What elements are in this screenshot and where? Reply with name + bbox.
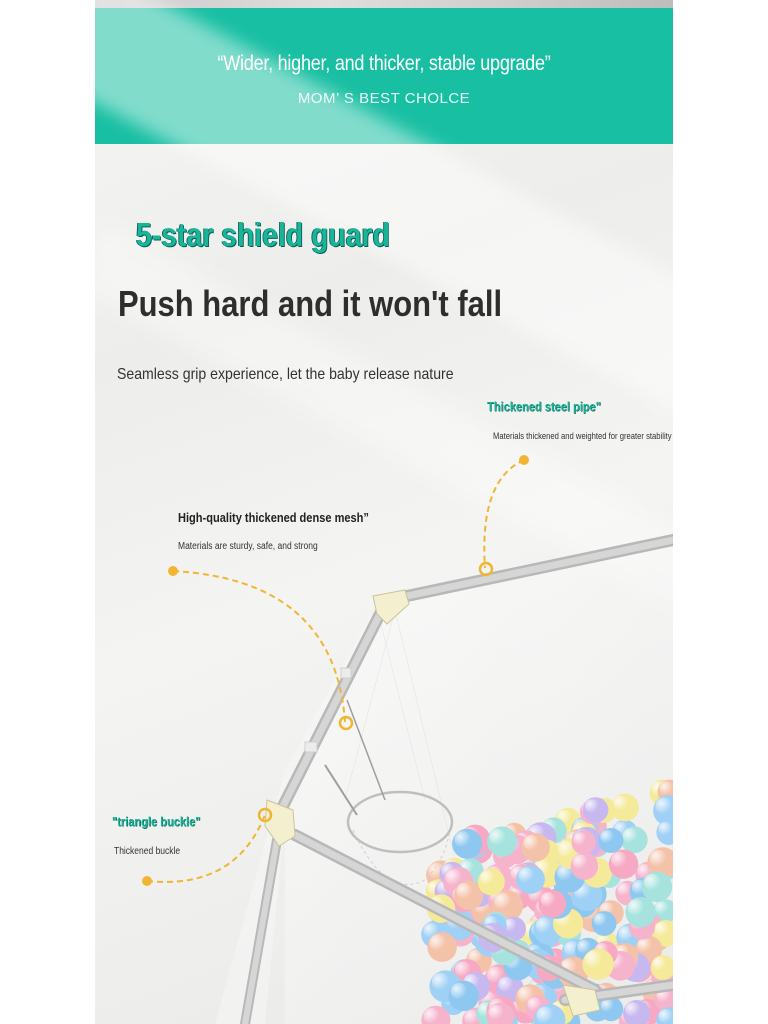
ball-highlight (594, 913, 608, 927)
ball-highlight (653, 957, 667, 971)
ball-highlight (617, 883, 631, 897)
ball-highlight (644, 874, 661, 891)
ball-highlight (650, 850, 667, 867)
main-heading: Push hard and it won't fall (118, 283, 503, 324)
banner-subtitle: MOM’ S BEST CHOLCE (297, 90, 471, 107)
ball-highlight (658, 1009, 672, 1023)
tagline: Seamless grip experience, let the baby release nature (117, 366, 454, 383)
steel-pipe-title: Thickened steel pipe" (487, 399, 601, 414)
ball-highlight (536, 917, 552, 933)
ball-highlight (625, 1002, 640, 1017)
ball-highlight (655, 798, 672, 815)
ball-highlight (600, 830, 614, 844)
ball-highlight (658, 822, 672, 836)
ball-highlight (659, 781, 673, 795)
ball-highlight (536, 1007, 553, 1024)
ball-highlight (585, 799, 599, 813)
mesh-title: High-quality thickened dense mesh” (178, 510, 369, 525)
ball-highlight (489, 1005, 504, 1020)
ball-highlight (498, 977, 513, 992)
ball-highlight (573, 832, 586, 845)
ball-highlight (623, 828, 638, 843)
buckle-desc: Thickened buckle (114, 846, 181, 857)
ball-highlight (573, 854, 588, 869)
ball-highlight (480, 870, 495, 885)
ball-highlight (429, 935, 445, 951)
ball-highlight (613, 796, 628, 811)
product-page (95, 0, 673, 1024)
ball-highlight (541, 892, 556, 907)
ball-highlight (585, 951, 602, 968)
ball-highlight (432, 973, 450, 991)
ball-highlight (494, 893, 511, 910)
ball-highlight (489, 829, 506, 846)
ball-highlight (637, 938, 652, 953)
ball-highlight (611, 852, 627, 868)
ball-highlight (445, 869, 462, 886)
ball-highlight (456, 883, 472, 899)
ball-highlight (518, 867, 534, 883)
ball-highlight (655, 901, 668, 914)
steel-pipe-desc: Materials thickened and weighted for greater stability (493, 431, 672, 441)
banner-quote: “Wider, higher, and thicker, stable upgrade” (217, 52, 551, 75)
ball-highlight (628, 899, 645, 916)
buckle-title: "triangle buckle" (112, 814, 201, 829)
ball-highlight (655, 922, 670, 937)
mesh-desc: Materials are sturdy, safe, and strong (178, 541, 318, 552)
ball-highlight (454, 831, 470, 847)
ball-highlight (451, 983, 468, 1000)
ball-highlight (523, 835, 539, 851)
ball-highlight (424, 1008, 440, 1024)
section-title: 5-star shield guard (136, 216, 390, 253)
